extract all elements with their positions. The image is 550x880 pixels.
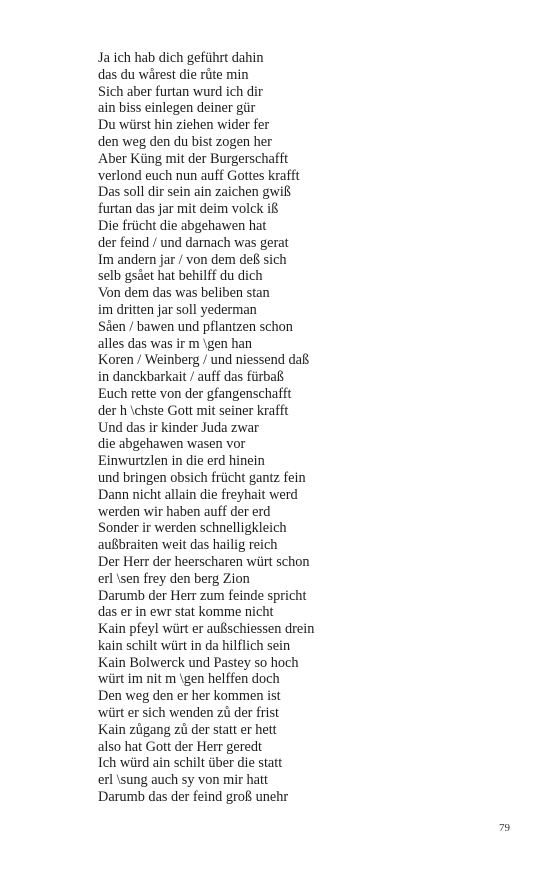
verse-line: Die frücht die abgehawen hat <box>98 217 267 234</box>
verse-line: Einwurtzlen in die erd hinein <box>98 453 265 470</box>
verse-line: verlond euch nun auff Gottes krafft <box>98 167 300 184</box>
verse-line: Sich aber furtan wurd ich dir <box>98 83 263 100</box>
verse-line: Und das ir kinder Juda zwar <box>98 419 259 436</box>
verse-line: werden wir haben auff der erd <box>98 503 271 520</box>
verse-line: Das soll dir sein ain zaichen gwiß <box>98 184 291 201</box>
verse-line: Euch rette von der gfangenschafft <box>98 385 292 402</box>
verse-line: Ich würd ain schilt über die statt <box>98 755 283 772</box>
verse-line: also hat Gott der Herr geredt <box>98 738 262 755</box>
verse-line: Der Herr der heerscharen würt schon <box>98 553 310 570</box>
verse-line: erl \sen frey den berg Zion <box>98 570 250 587</box>
verse-line: würt im nit m \gen helffen doch <box>98 671 280 688</box>
verse-line: kain schilt würt in da hilflich sein <box>98 637 291 654</box>
verse-line: das er in ewr stat komme nicht <box>98 604 274 621</box>
verse-line: außbraiten weit das hailig reich <box>98 537 278 554</box>
verse-line: Såen / bawen und pflantzen schon <box>98 318 293 335</box>
verse-line: Im andern jar / von dem deß sich <box>98 251 287 268</box>
verse-line: Sonder ir werden schnelligkleich <box>98 520 287 537</box>
verse-line: Kain Bolwerck und Pastey so hoch <box>98 654 299 671</box>
verse-line: und bringen obsich frücht gantz fein <box>98 469 306 486</box>
verse-line: der h \chste Gott mit seiner krafft <box>98 402 289 419</box>
verse-line: im dritten jar soll yederman <box>98 301 257 318</box>
verse-line: in danckbarkait / auff das fürbaß <box>98 369 284 386</box>
verse-line: das du wårest die růte min <box>98 66 249 83</box>
verse-line: erl \sung auch sy von mir hatt <box>98 772 268 789</box>
verse-line: Koren / Weinberg / und niessend daß <box>98 352 310 369</box>
verse-line: Du würst hin ziehen wider fer <box>98 117 270 134</box>
verse-line: alles das was ir m \gen han <box>98 335 253 352</box>
verse-line: die abgehawen wasen vor <box>98 436 246 453</box>
verse-line: Dann nicht allain die freyhait werd <box>98 486 298 503</box>
verse-line: Aber Küng mit der Burgerschafft <box>98 150 289 167</box>
verse-line: furtan das jar mit deim volck iß <box>98 201 279 218</box>
verse-line: Darumb das der feind groß unehr <box>98 789 289 806</box>
verse-line: Darumb der Herr zum feinde spricht <box>98 587 307 604</box>
verse-line: der feind / und darnach was gerat <box>98 234 289 251</box>
verse-text <box>98 50 314 806</box>
verse-line: Kain zůgang zů der statt er hett <box>98 721 277 738</box>
verse-line: selb gsået hat behilff du dich <box>98 268 263 285</box>
verse-line: Von dem das was beliben stan <box>98 285 270 302</box>
verse-line: ain biss einlegen deiner gür <box>98 100 256 117</box>
verse-line: Ja ich hab dich geführt dahin <box>98 50 264 66</box>
page-number: 79 <box>499 822 510 834</box>
verse-line: den weg den du bist zogen her <box>98 133 272 150</box>
verse-line: Den weg den er her kommen ist <box>98 688 281 705</box>
verse-line: würt er sich wenden zů der frist <box>98 705 280 722</box>
verse-line: Kain pfeyl würt er außschiessen drein <box>98 621 315 638</box>
